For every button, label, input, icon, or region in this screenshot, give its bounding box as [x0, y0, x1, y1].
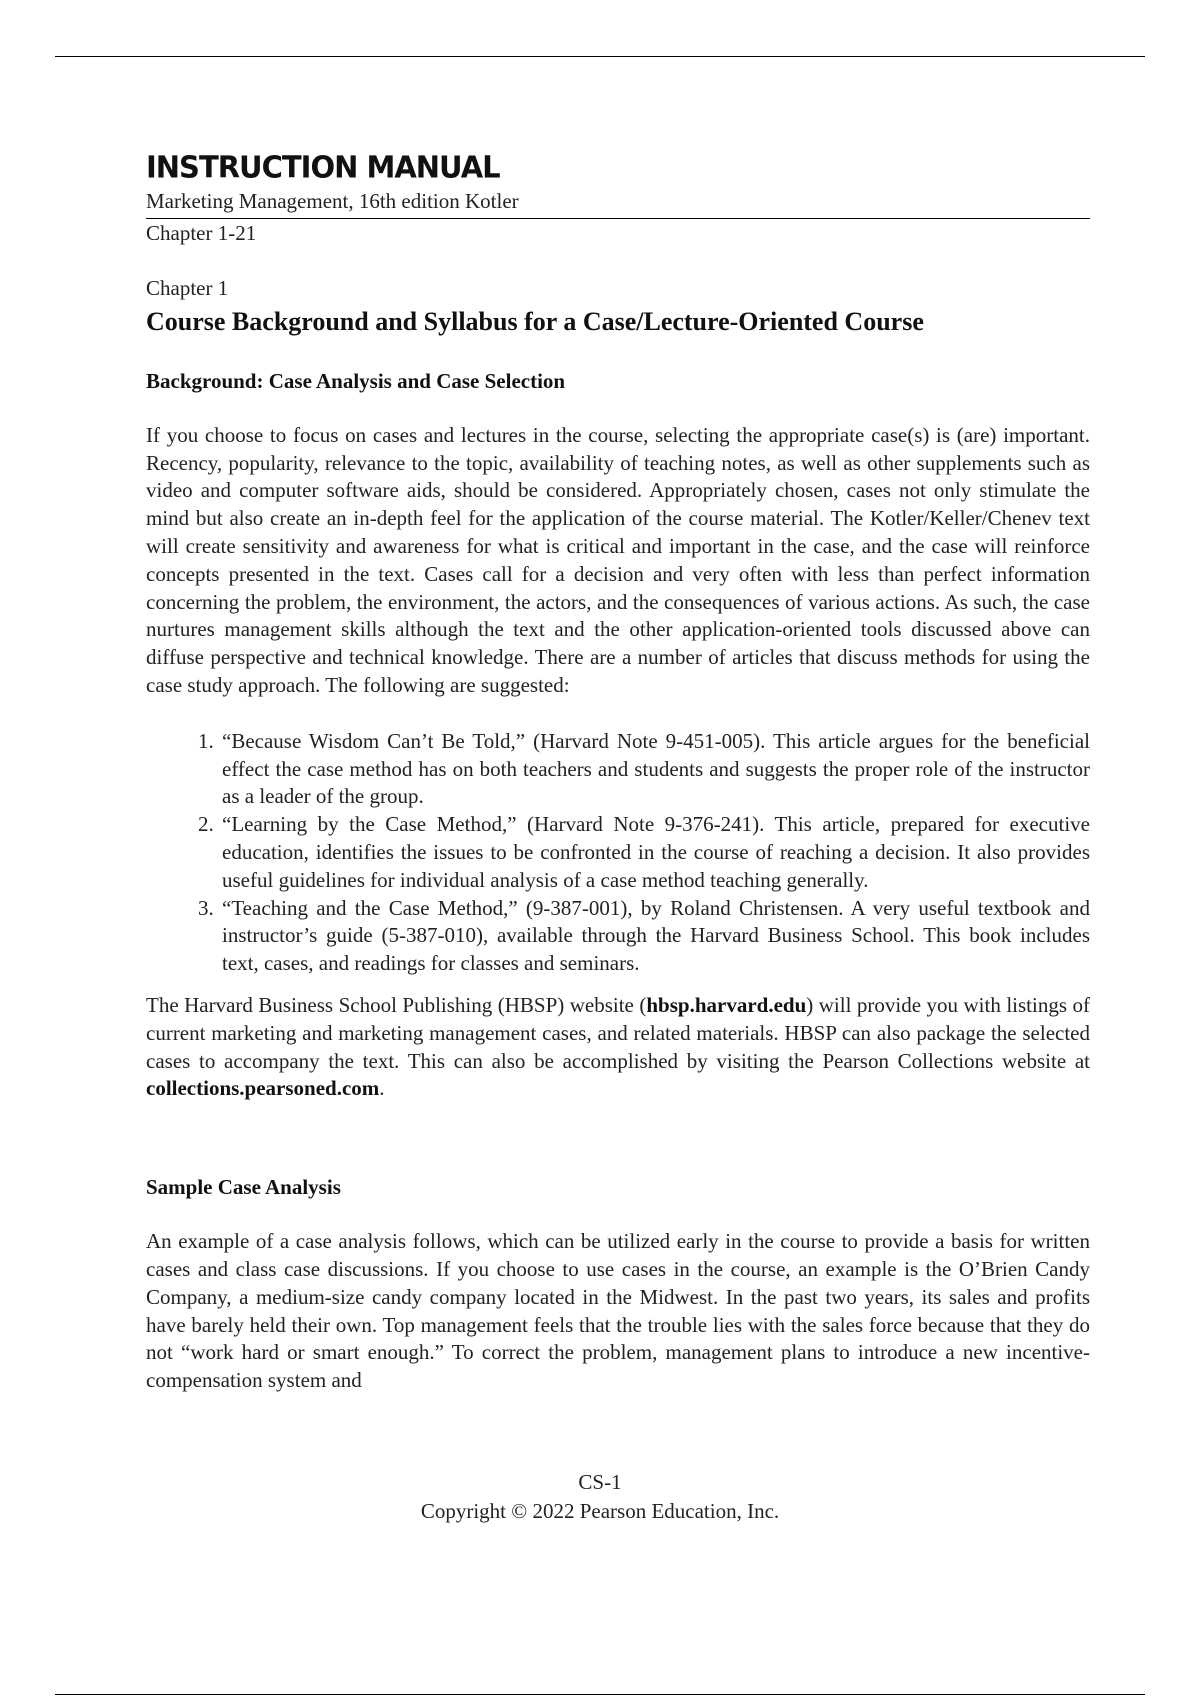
copyright-notice: Copyright © 2022 Pearson Education, Inc.: [420, 1499, 780, 1523]
list-item: 2. “Learning by the Case Method,” (Harvard Note 9-376-241). This article, prepared for executive education, identifies the issues to be confronted in the course of reaching a decision. It also provides useful guidelines for individual analysis of a case method teaching generally.: [219, 811, 1090, 894]
pearson-collections-link[interactable]: collections.pearsoned.com: [146, 1076, 380, 1101]
sample-paragraph: An example of a case analysis follows, which can be utilized early in the course to provide a basis for written cases and class case discussions. If you choose to use cases in the course, an example is the O’Brien Candy Company, a medium-size candy company located in the Midwest. In the past two years, its sales and profits have barely held their own. Top management feels that the trouble lies with the sales force because that they do not “work hard or smart enough.” To correct the problem, management plans to introduce a new incentive-compensation system and: [146, 1229, 1090, 1393]
list-item: 1. “Because Wisdom Can’t Be Told,” (Harvard Note 9-451-005). This article argues for the beneficial effect the case method has on both teachers and students and suggests the proper role of the instructor as a leader of the group.: [219, 728, 1090, 811]
page-number: CS-1: [578, 1470, 622, 1494]
suggested-articles-list: [146, 728, 1090, 978]
chapter-range: Chapter 1-21: [146, 220, 257, 245]
page-content: [146, 149, 1090, 1395]
background-heading: Background: Case Analysis and Case Selection: [146, 368, 566, 393]
chapter-title: Course Background and Syllabus for a Case/Lecture-Oriented Course: [146, 306, 924, 336]
hbsp-text-1: The Harvard Business School Publishing (HBSP) website (: [146, 993, 647, 1018]
page-footer: [0, 1468, 1200, 1526]
chapter-label: Chapter 1: [146, 275, 229, 300]
list-item: 3. “Teaching and the Case Method,” (9-387-001), by Roland Christensen. A very useful textbook and instructor’s guide (5-387-010), available through the Harvard Business School. This book includes text, cases, and readings for classes and seminars.: [219, 895, 1090, 978]
top-rule: [55, 56, 1145, 57]
manual-title: INSTRUCTION MANUAL: [146, 149, 500, 185]
background-paragraph: If you choose to focus on cases and lectures in the course, selecting the appropriate case(s) is (are) important. Recency, popularity, relevance to the topic, availability of teaching notes, as well as other supplements such as video and computer software aids, should be considered. Appropriately chosen, cases not only stimulate the mind but also create an in-depth feel for the application of the course material. The Kotler/Keller/Chenev text will create sensitivity and awareness for what is critical and important in the case, and the case will reinforce concepts presented in the text. Cases call for a decision and very often with less than perfect information concerning the problem, the environment, the actors, and the consequences of various actions. As such, the case nurtures management skills although the text and the other application-oriented tools discussed above can diffuse perspective and technical knowledge. There are a number of articles that discuss methods for using the case study approach. The following are suggested:: [146, 422, 1090, 698]
book-subtitle: Marketing Management, 16th edition Kotler: [146, 188, 519, 213]
bottom-rule: [55, 1694, 1145, 1695]
sample-heading: Sample Case Analysis: [146, 1175, 341, 1200]
hbsp-text-2: ) will provide you with listings of current marketing and marketing management cases, and related materials. HBSP can also package the selected cases to accompany the text. This can also be accomplished by visiting the Pearson Collections website at: [146, 993, 1090, 1073]
hbsp-text-3: .: [379, 1076, 385, 1101]
hbsp-website-link[interactable]: hbsp.harvard.edu: [646, 993, 807, 1018]
hbsp-paragraph: [146, 992, 1090, 1103]
